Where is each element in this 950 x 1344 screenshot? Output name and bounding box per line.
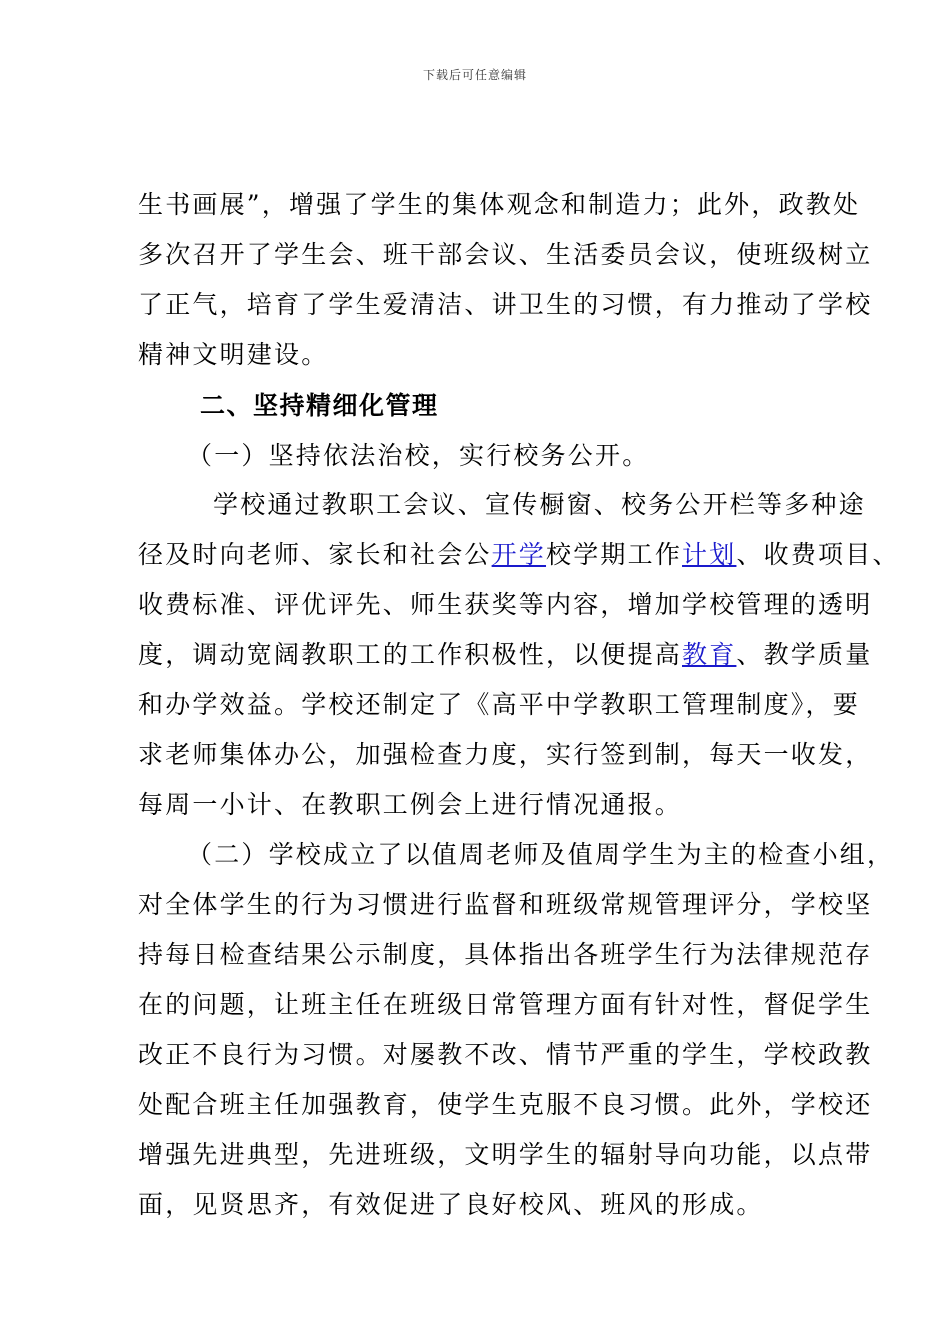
paragraph-line: 收费标准、评优评先、师生获奖等内容，增加学校管理的透明 bbox=[138, 590, 873, 619]
text-run: 、教学质量 bbox=[736, 640, 873, 669]
paragraph-line: 每周一小计、在教职工例会上进行情况通报。 bbox=[138, 790, 683, 819]
paragraph-line: 精神文明建设。 bbox=[138, 340, 329, 369]
text-run: 、收费项目、 bbox=[736, 540, 900, 569]
paragraph-line: 了正气，培育了学生爱清洁、讲卫生的习惯，有力推动了学校 bbox=[138, 290, 873, 319]
paragraph-line: 求老师集体办公，加强检查力度，实行签到制，每天一收发， bbox=[138, 740, 873, 769]
paragraph-line: （二）学校成立了以值周老师及值周学生为主的检查小组， bbox=[187, 840, 895, 869]
text-run: 校学期工作 bbox=[546, 540, 683, 569]
subsection-heading: （一）坚持依法治校，实行校务公开。 bbox=[187, 441, 650, 470]
paragraph-line: 处配合班主任加强教育，使学生克服不良习惯。此外，学校还 bbox=[138, 1090, 873, 1119]
paragraph-line: 和办学效益。学校还制定了《高平中学教职工管理制度》，要 bbox=[138, 690, 860, 719]
section-heading: 二、坚持精细化管理 bbox=[200, 391, 439, 420]
paragraph-line: 对全体学生的行为习惯进行监督和班级常规管理评分，学校坚 bbox=[138, 890, 873, 919]
paragraph-line: 学校通过教职工会议、宣传橱窗、校务公开栏等多种途 bbox=[213, 490, 866, 519]
paragraph-line: 生书画展”，增强了学生的集体观念和制造力；此外，政教处 bbox=[138, 190, 861, 219]
paragraph-line: 多次召开了学生会、班干部会议、生活委员会议，使班级树立 bbox=[138, 240, 873, 269]
text-run: 度，调动宽阔教职工的工作积极性，以便提高 bbox=[138, 640, 683, 669]
page-header: 下载后可任意编辑 bbox=[422, 68, 527, 82]
paragraph-line bbox=[138, 640, 872, 670]
paragraph-line bbox=[138, 540, 900, 570]
link-jiaoyu[interactable]: 教育 bbox=[682, 640, 737, 669]
link-jihua[interactable]: 计划 bbox=[682, 540, 737, 569]
link-kaixue[interactable]: 开学 bbox=[491, 540, 547, 569]
paragraph-line: 增强先进典型，先进班级，文明学生的辐射导向功能，以点带 bbox=[138, 1140, 873, 1169]
paragraph-line: 改正不良行为习惯。对屡教不改、情节严重的学生，学校政教 bbox=[138, 1040, 873, 1069]
text-run: 径及时向老师、家长和社会公 bbox=[138, 540, 492, 569]
paragraph-line: 持每日检查结果公示制度，具体指出各班学生行为法律规范存 bbox=[138, 940, 873, 969]
paragraph-line: 在的问题，让班主任在班级日常管理方面有针对性，督促学生 bbox=[138, 990, 873, 1019]
paragraph-line: 面，见贤思齐，有效促进了良好校风、班风的形成。 bbox=[138, 1190, 764, 1219]
